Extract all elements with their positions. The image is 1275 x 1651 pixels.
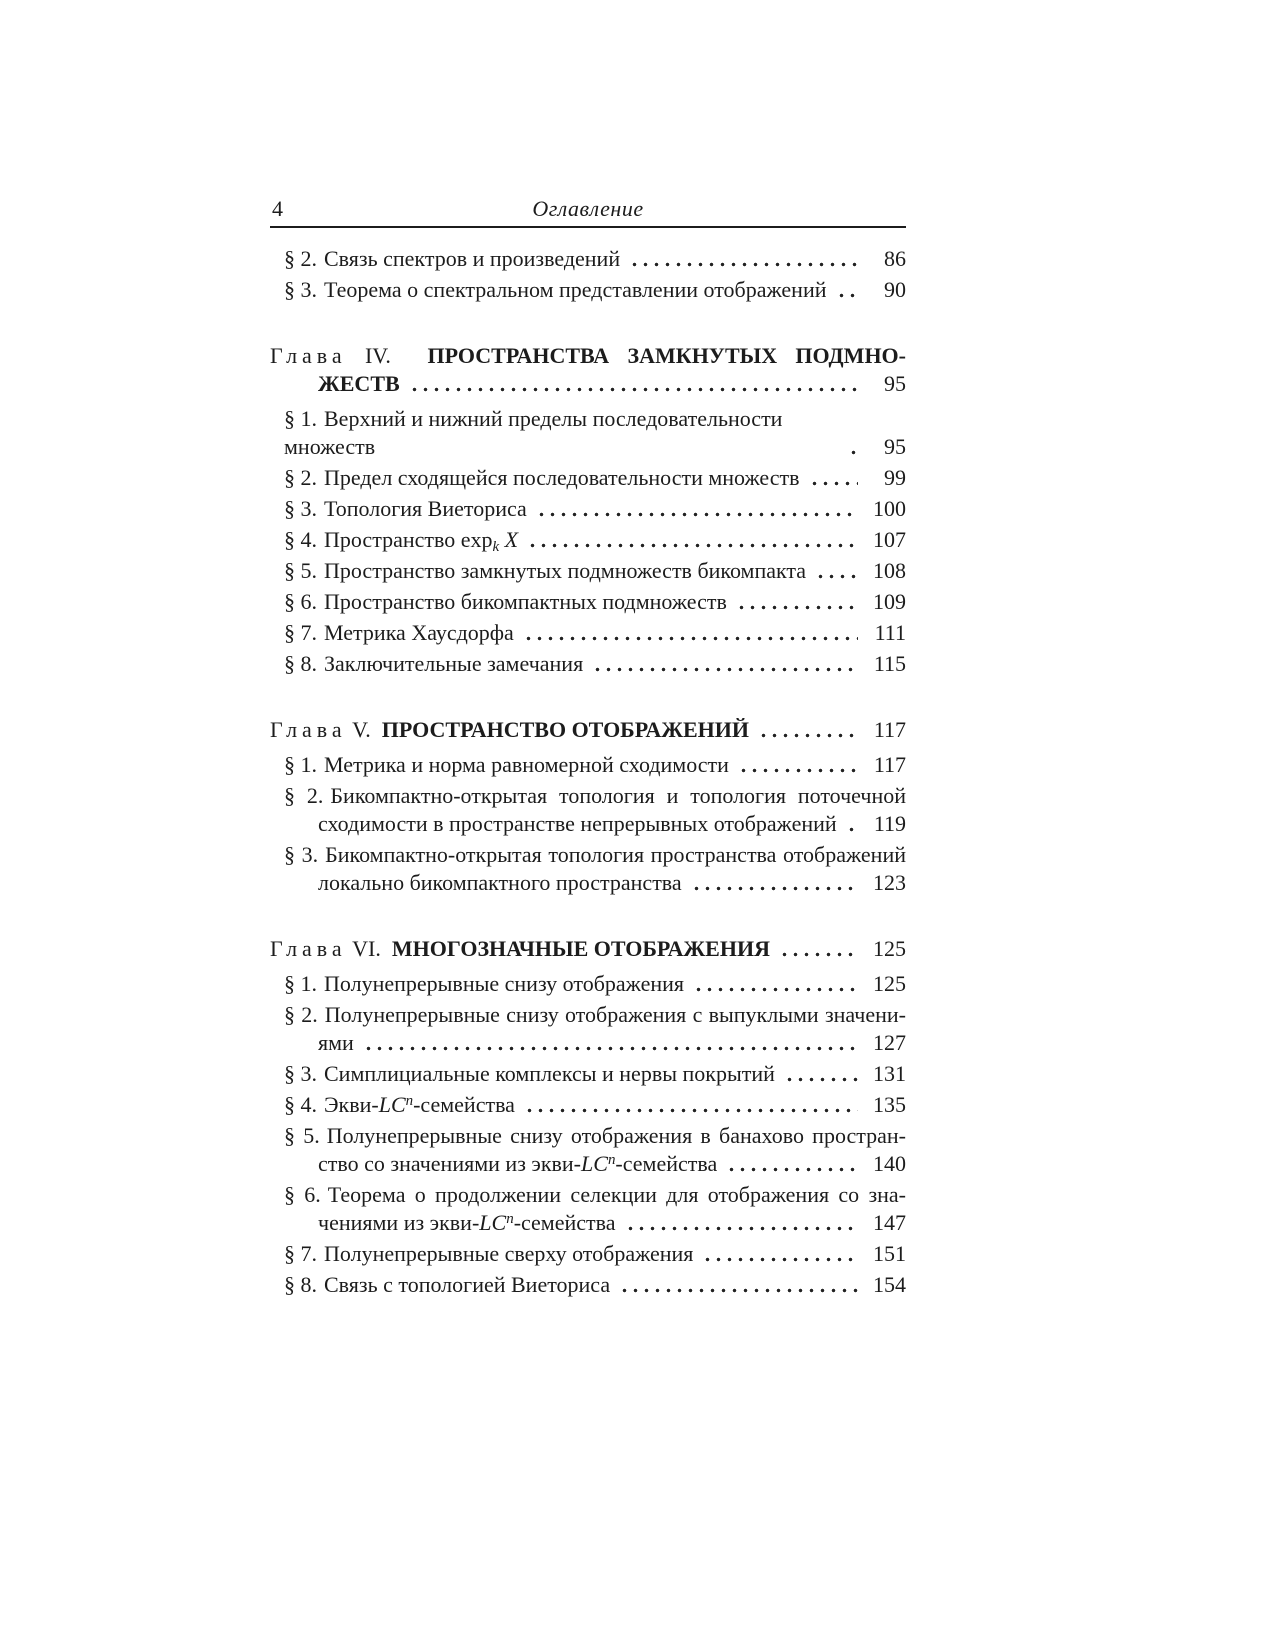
toc-line: [284, 650, 906, 678]
chapter-number: VI.: [346, 936, 392, 961]
toc-page-number: 117: [873, 717, 906, 742]
section-mark: § 2.: [284, 465, 317, 490]
toc-line: [284, 276, 906, 304]
section-mark: § 2.: [284, 246, 317, 271]
section-mark: § 3.: [284, 1061, 317, 1086]
toc-chapter-entry: [270, 716, 906, 744]
dot-leader: [836, 292, 859, 299]
section-mark: § 1.: [284, 971, 317, 996]
dot-leader: [523, 635, 858, 642]
section-mark: § 3.: [284, 842, 319, 867]
section-mark: § 1.: [284, 752, 317, 777]
toc-entry-text: § 3. Бикомпактно-открытая топология пространства отображений: [284, 842, 906, 867]
toc-section-entry: [284, 1240, 906, 1268]
section-mark: § 4.: [284, 1092, 317, 1117]
toc-entry-text: § 2. Связь спектров и произведений: [284, 246, 621, 271]
toc-entry-text: § 2. Предел сходящейся последовательности множеств: [284, 465, 800, 490]
section-mark: § 1.: [284, 406, 317, 431]
toc-page-number: 86: [884, 246, 906, 271]
toc-section-entry: [284, 276, 906, 304]
toc-line: [270, 370, 906, 398]
chapter-title: ПРОСТРАНСТВО ОТОБРАЖЕНИЙ: [381, 717, 749, 742]
toc-line: [284, 1181, 906, 1209]
toc-page-number: 109: [873, 589, 906, 614]
toc-line: [284, 245, 906, 273]
dot-leader: [758, 732, 858, 739]
toc-section-entry: [284, 405, 906, 461]
toc-entry-text: § 3. Топология Виеториса: [284, 496, 527, 521]
toc-page-number: 95: [884, 434, 906, 459]
toc-page-number: 111: [874, 620, 906, 645]
section-mark: § 7.: [284, 620, 317, 645]
toc-entry-text: § 8. Связь с топологией Виеториса: [284, 1272, 611, 1297]
toc-line: [284, 869, 906, 897]
toc-line: [284, 1029, 906, 1057]
running-title: Оглавление: [532, 196, 644, 221]
toc-entry-text: § 2. Бикомпактно-открытая топология и топология поточечной: [284, 783, 907, 808]
section-mark: § 4.: [284, 527, 317, 552]
page-header: [270, 196, 906, 226]
toc-entry-text: § 6. Пространство бикомпактных подмножеств: [284, 589, 727, 614]
toc-line: [284, 405, 906, 461]
chapter-number: V.: [346, 717, 382, 742]
toc-entry-text: § 5. Пространство замкнутых подмножеств бикомпакта: [284, 558, 807, 583]
toc-page-number: 115: [873, 651, 906, 676]
toc-entry-text: § 8. Заключительные замечания: [284, 651, 584, 676]
dot-leader: [363, 1045, 858, 1052]
book-page: [270, 196, 906, 1302]
section-mark: § 6.: [284, 589, 317, 614]
toc-page-number: 135: [873, 1092, 906, 1117]
toc-section-entry: [284, 970, 906, 998]
section-mark: § 6.: [284, 1182, 321, 1207]
toc-chapter-entry: [270, 935, 906, 963]
toc-line: [284, 970, 906, 998]
toc-section-entry: [284, 1060, 906, 1088]
toc-entry-text: [270, 935, 770, 963]
toc-section-entry: [284, 1001, 906, 1057]
toc-entry-text: § 5. Полунепрерывные снизу отображения в банахово простран-: [284, 1123, 906, 1148]
toc-entry-text: § 1. Верхний и нижний пределы последовательности множеств: [284, 406, 783, 459]
toc-line: [284, 1060, 906, 1088]
dot-leader: [625, 1225, 858, 1232]
folio-page-number: 4: [272, 196, 283, 221]
toc-line: [284, 557, 906, 585]
toc-entry-text: § 4. Пространство $\exp_k X$: [284, 527, 519, 556]
toc-entry-text: ями: [318, 1030, 354, 1055]
toc-section-entry: [284, 464, 906, 492]
toc-section-entry: [284, 1091, 906, 1119]
dot-leader: [726, 1166, 858, 1173]
dot-leader: [784, 1076, 858, 1083]
toc-line: [284, 782, 906, 810]
toc-entry-text: § 1. Полунепрерывные снизу отображения: [284, 971, 685, 996]
toc-page-number: 131: [873, 1061, 906, 1086]
dot-leader: [738, 767, 858, 774]
dot-leader: [524, 1107, 858, 1114]
toc-entry-text: § 2. Полунепрерывные снизу отображения с выпуклыми значени-: [284, 1002, 906, 1027]
toc-section-entry: [284, 1181, 906, 1237]
toc-page-number: 127: [873, 1030, 906, 1055]
dot-leader: [691, 885, 858, 892]
toc-line: [284, 751, 906, 779]
toc-page-number: 154: [873, 1272, 906, 1297]
toc-entry-text: § 7. Метрика Хаусдорфа: [284, 620, 514, 645]
toc-entry-text: [270, 716, 749, 744]
toc-section-entry: [284, 841, 906, 897]
toc-line: [284, 588, 906, 616]
toc-section-entry: [284, 1122, 906, 1178]
dot-leader: [527, 542, 858, 549]
toc-page-number: 123: [873, 870, 906, 895]
chapter-title: МНОГОЗНАЧНЫЕ ОТОБРАЖЕНИЯ: [391, 936, 770, 961]
toc-page-number: 90: [884, 277, 906, 302]
dot-leader: [848, 449, 858, 456]
dot-leader: [809, 480, 858, 487]
section-mark: § 3.: [284, 277, 317, 302]
toc-entry-text: § 3. Симплициальные комплексы и нервы покрытий: [284, 1061, 775, 1086]
toc-line: [284, 495, 906, 523]
toc-page-number: 99: [884, 465, 906, 490]
toc-line: [284, 1150, 906, 1178]
toc-entry-text: § 6. Теорема о продолжении селекции для отображения со зна-: [284, 1182, 906, 1207]
toc-section-entry: [284, 245, 906, 273]
chapter-word: Глава: [270, 343, 347, 368]
toc-section-entry: [284, 526, 906, 554]
section-mark: § 3.: [284, 496, 317, 521]
toc-page-number: 125: [873, 936, 906, 961]
toc-entry-text: [270, 343, 906, 368]
toc-entry-text: чениями из экви-$LC^n$-семейства: [318, 1210, 616, 1235]
toc-page-number: 117: [873, 752, 906, 777]
toc-entry-text: § 4. Экви-$LC^n$-семейства: [284, 1092, 515, 1117]
dot-leader: [536, 511, 858, 518]
toc-page-number: 100: [873, 496, 906, 521]
dot-leader: [815, 573, 858, 580]
toc-line: [270, 716, 906, 744]
chapter-title: ПРОСТРАНСТВА ЗАМКНУТЫХ ПОДМНО-: [427, 343, 906, 368]
toc-section-entry: [284, 495, 906, 523]
section-mark: § 8.: [284, 651, 317, 676]
section-mark: § 2.: [284, 783, 324, 808]
toc-section-entry: [284, 650, 906, 678]
toc-section-entry: [284, 557, 906, 585]
dot-leader: [409, 386, 858, 393]
toc-chapter-entry: [270, 342, 906, 398]
toc-page-number: 108: [873, 558, 906, 583]
section-mark: § 7.: [284, 1241, 317, 1266]
toc-line: [284, 1091, 906, 1119]
dot-leader: [619, 1287, 858, 1294]
toc-page-number: 147: [873, 1210, 906, 1235]
section-mark: § 8.: [284, 1272, 317, 1297]
chapter-word: Глава: [270, 717, 347, 742]
toc-section-entry: [284, 751, 906, 779]
toc-page-number: 151: [873, 1241, 906, 1266]
toc-section-entry: [284, 782, 906, 838]
toc-line: [284, 619, 906, 647]
toc-line: [284, 810, 906, 838]
toc-list: [270, 245, 906, 1299]
dot-leader: [846, 826, 858, 833]
toc-line: [284, 464, 906, 492]
section-mark: § 5.: [284, 1123, 320, 1148]
toc-section-entry: [284, 1271, 906, 1299]
header-rule: [270, 226, 906, 228]
chapter-title: ЖЕСТВ: [318, 371, 400, 396]
dot-leader: [736, 604, 858, 611]
toc-line: [284, 1209, 906, 1237]
toc-page-number: 125: [873, 971, 906, 996]
section-mark: § 5.: [284, 558, 317, 583]
chapter-number: IV.: [346, 343, 428, 368]
toc-entry-text: § 1. Метрика и норма равномерной сходимости: [284, 752, 729, 777]
toc-page-number: 95: [884, 371, 906, 396]
toc-line: [270, 342, 906, 370]
section-mark: § 2.: [284, 1002, 318, 1027]
dot-leader: [592, 666, 858, 673]
toc-entry-text: [318, 370, 400, 398]
toc-line: [270, 935, 906, 963]
toc-entry-text: § 7. Полунепрерывные сверху отображения: [284, 1241, 694, 1266]
toc-line: [284, 1271, 906, 1299]
chapter-word: Глава: [270, 936, 347, 961]
toc-line: [284, 1122, 906, 1150]
toc-line: [284, 526, 906, 554]
toc-entry-text: локально бикомпактного пространства: [318, 870, 682, 895]
toc-page-number: 140: [873, 1151, 906, 1176]
toc-entry-text: § 3. Теорема о спектральном представлении отображений: [284, 277, 827, 302]
dot-leader: [779, 951, 858, 958]
dot-leader: [693, 986, 858, 993]
toc-line: [284, 841, 906, 869]
toc-line: [284, 1001, 906, 1029]
toc-page-number: 119: [873, 811, 906, 836]
toc-page-number: 107: [873, 527, 906, 552]
dot-leader: [702, 1256, 858, 1263]
toc-section-entry: [284, 588, 906, 616]
toc-entry-text: сходимости в пространстве непрерывных отображений: [318, 811, 837, 836]
dot-leader: [629, 261, 858, 268]
toc-section-entry: [284, 619, 906, 647]
toc-entry-text: ство со значениями из экви-$LC^n$-семейства: [318, 1151, 718, 1176]
toc-line: [284, 1240, 906, 1268]
